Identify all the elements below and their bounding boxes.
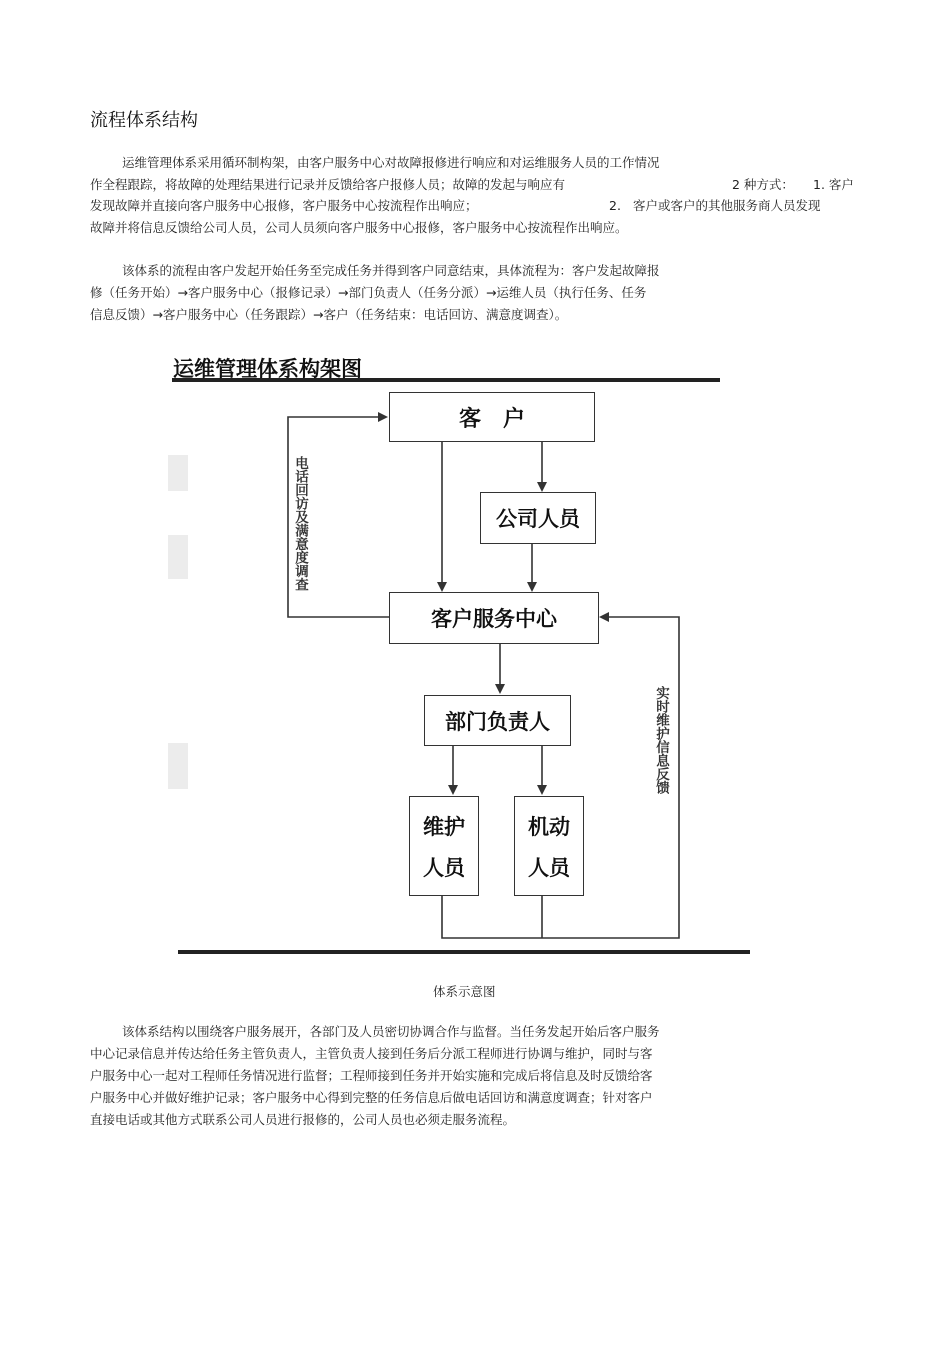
para1-line3c: 客户或客户的其他服务商人员发现: [633, 198, 821, 213]
para1-line3b: 2.: [609, 198, 621, 213]
figure-caption: 体系示意图: [433, 984, 496, 999]
para2-line3: 信息反馈）→客户服务中心（任务跟踪）→客户（任务结束：电话回访、满意度调查）。: [90, 307, 568, 322]
node-dept-head: 部门负责人: [424, 695, 571, 746]
para2-line2: 修（任务开始）→客户服务中心（报修记录）→部门负责人（任务分派）→运维人员（执行任务、任务: [90, 285, 647, 300]
para1-line1: 运维管理体系采用循环制构架，由客户服务中心对故障报修进行响应和对运维服务人员的工作情况: [122, 155, 660, 170]
section-heading: 流程体系结构: [90, 110, 198, 131]
para3-line5: 直接电话或其他方式联系公司人员进行报修的，公司人员也必须走服务流程。: [90, 1112, 516, 1127]
maintenance-line2: 人员: [423, 855, 465, 880]
para1-line3a: 发现故障并直接向客户服务中心报修，客户服务中心按流程作出响应；: [90, 198, 478, 213]
para2-line1: 该体系的流程由客户发起开始任务至完成任务并得到客户同意结束，具体流程为：客户发起故障报: [122, 263, 660, 278]
diagram-title: 运维管理体系构架图: [173, 357, 362, 381]
para1-line4: 故障并将信息反馈给公司人员，公司人员须向客户服务中心报修，客户服务中心按流程作出响应。: [90, 220, 628, 235]
node-mobile-staff: [514, 796, 584, 896]
para3-line4: 户服务中心并做好维护记录；客户服务中心得到完整的任务信息后做电话回访和满意度调查；针对客户: [90, 1090, 653, 1105]
para1-line2c: 1. 客户: [813, 177, 854, 192]
mobile-line1: 机动: [528, 814, 570, 839]
node-service-center: 客户服务中心: [389, 592, 599, 644]
para3-line1: 该体系结构以围绕客户服务展开，各部门及人员密切协调合作与监督。当任务发起开始后客户服务: [122, 1024, 660, 1039]
label-realtime-feedback: 实时维护信息反馈: [653, 686, 669, 794]
para1-line2b: 2 种方式：: [732, 177, 794, 192]
label-phone-followup: 电话回访及满意度调查: [292, 456, 308, 591]
para1-line2a: 作全程跟踪，将故障的处理结果进行记录并反馈给客户报修人员；故障的发起与响应有: [90, 177, 566, 192]
node-company-staff: 公司人员: [480, 492, 596, 544]
node-maintenance-staff: [409, 796, 479, 896]
maintenance-line1: 维护: [423, 814, 465, 839]
architecture-diagram: [160, 345, 770, 965]
node-customer: 客 户: [389, 392, 595, 442]
mobile-line2: 人员: [528, 855, 570, 880]
para3-line3: 户服务中心一起对工程师任务情况进行监督；工程师接到任务并开始实施和完成后将信息及时反馈给客: [90, 1068, 653, 1083]
para3-line2: 中心记录信息并传达给任务主管负责人，主管负责人接到任务后分派工程师进行协调与维护，同时与客: [90, 1046, 653, 1061]
